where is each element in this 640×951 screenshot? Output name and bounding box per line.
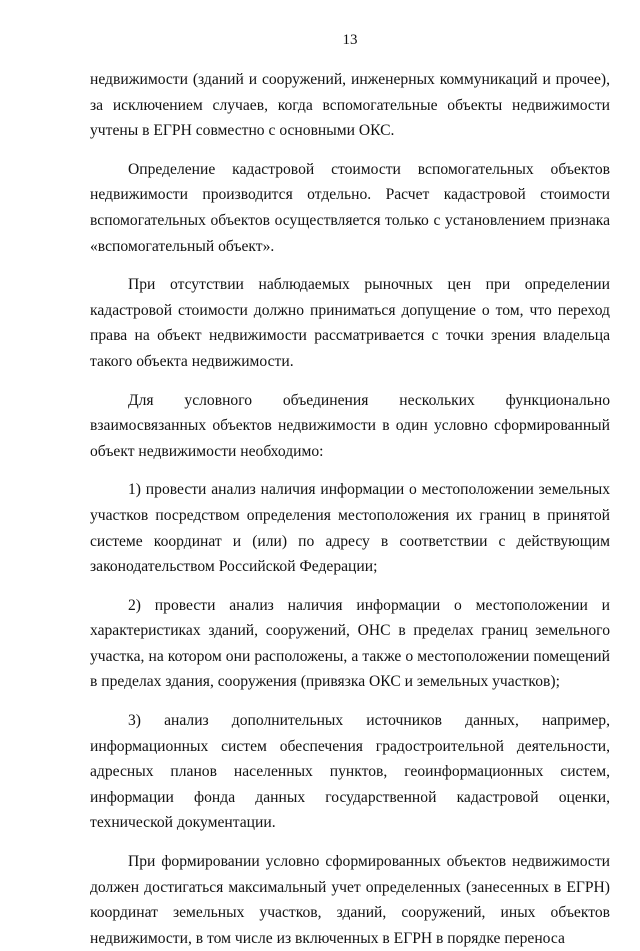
- paragraph-6: 2) провести анализ наличия информации о местоположении и характеристиках зданий, сооружений, ОНС в пределах границ земельного участка, на котором они расположены, а также о местоположении помещений в пределах здания, сооружения (привязка ОКС и земельных участков);: [90, 596, 610, 691]
- paragraph-8: При формировании условно сформированных объектов недвижимости должен достигаться максимальный учет определенных (занесенных в ЕГРН) координат земельных участков, зданий, сооружений, иных объектов недвижимости, в том числе из включенных в ЕГРН в порядке переноса: [90, 853, 610, 947]
- paragraph-5: 1) провести анализ наличия информации о местоположении земельных участков посредством определения местоположения их границ в принятой системе координат и (или) по адресу в соответствии с действующим законодательством Российской Федерации;: [90, 481, 610, 576]
- paragraph-2: Определение кадастровой стоимости вспомогательных объектов недвижимости производится отдельно. Расчет кадастровой стоимости вспомогательных объектов осуществляется только с установлением признака «вспомогательный объект».: [90, 160, 610, 255]
- paragraph-3: При отсутствии наблюдаемых рыночных цен при определении кадастровой стоимости должно приниматься допущение о том, что переход права на объект недвижимости рассматривается с точки зрения владельца такого объекта недвижимости.: [90, 276, 610, 370]
- paragraph-4: Для условного объединения нескольких функционально взаимосвязанных объектов недвижимости в один условно сформированный объект недвижимости необходимо:: [90, 391, 610, 460]
- paragraph-7: 3) анализ дополнительных источников данных, например, информационных систем обеспечения градостроительной деятельности, адресных планов населенных пунктов, геоинформационных систем, информации фонда данных государственной кадастровой оценки, технической документации.: [90, 712, 610, 832]
- page-number: 13: [342, 32, 358, 48]
- paragraph-1: недвижимости (зданий и сооружений, инженерных коммуникаций и прочее), за исключением случаев, когда вспомогательные объекты недвижимости учтены в ЕГРН совместно с основными ОКС.: [90, 71, 610, 140]
